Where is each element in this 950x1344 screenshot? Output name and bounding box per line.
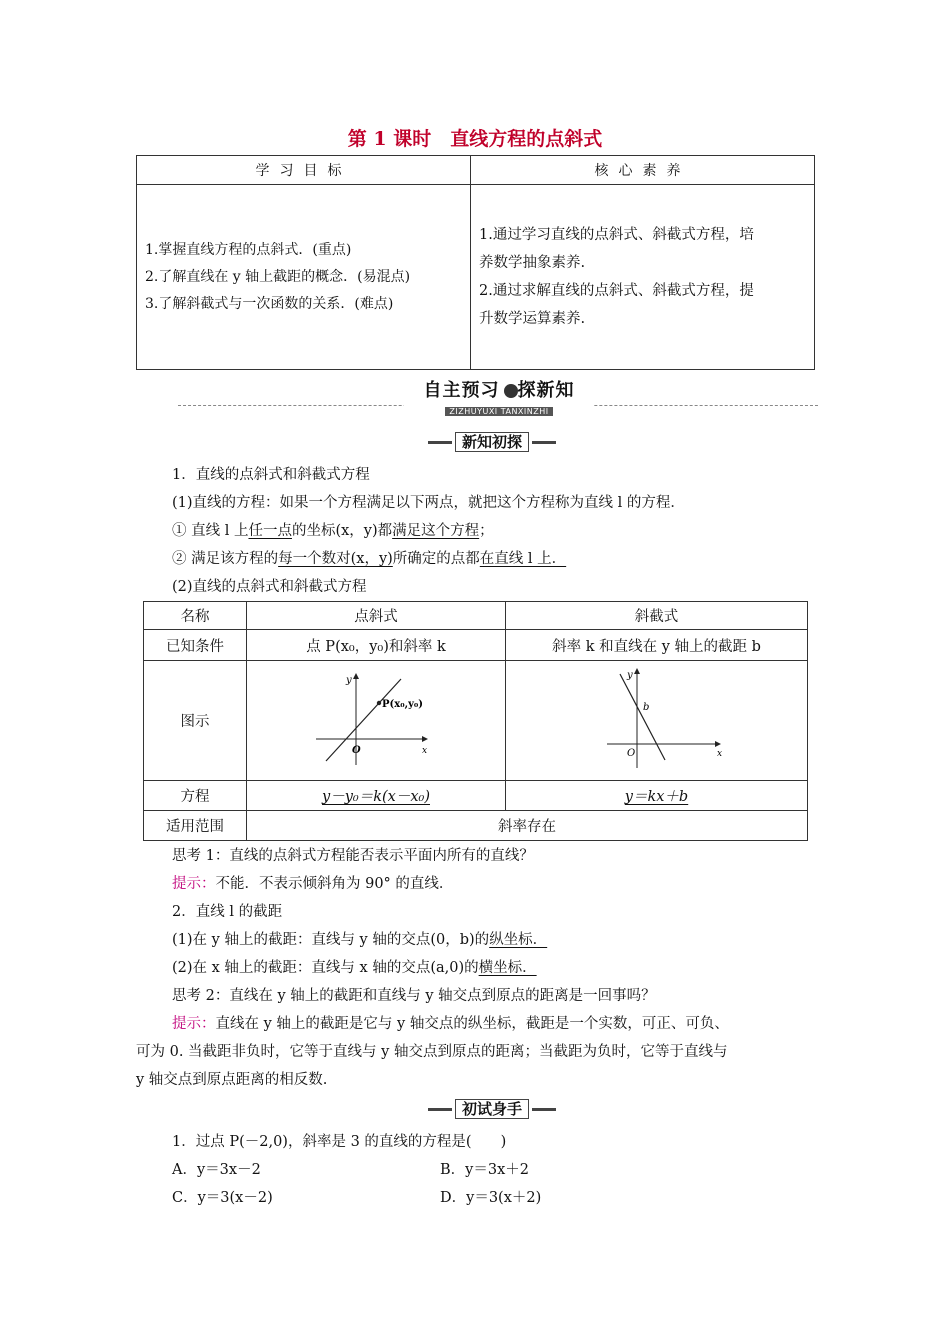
subheading-forms: (2)直线的点斜式和斜截式方程 xyxy=(172,579,367,595)
cell-si-conditions: 斜率 k 和直线在 y 轴上的截距 b xyxy=(506,630,808,661)
literacy-line: 养数学抽象素养. xyxy=(479,255,586,271)
section-tag-new-knowledge: 新知初探 xyxy=(428,431,556,453)
col-point-slope: 点斜式 xyxy=(247,602,506,630)
goal-item: 3.了解斜截式与一次函数的关系．(难点) xyxy=(145,295,394,312)
core-literacy xyxy=(471,185,815,370)
heading-point-slope: 1．直线的点斜式和斜截式方程 xyxy=(172,467,370,483)
option-c[interactable]: C．y＝3(x－2) xyxy=(172,1190,273,1206)
cell-ps-conditions: 点 P(x₀，y₀)和斜率 k xyxy=(247,630,506,661)
heading-intercept: 2．直线 l 的截距 xyxy=(172,904,283,920)
row-label-scope: 适用范围 xyxy=(144,811,247,841)
col-name: 名称 xyxy=(144,602,247,630)
row-label-conditions: 已知条件 xyxy=(144,630,247,661)
banner-title: 自主预习 探新知 xyxy=(423,380,575,401)
svg-text:x: x xyxy=(716,748,722,759)
condition-1: ① 直线 l 上任一点的坐标(x，y)都满足这个方程； xyxy=(172,523,494,539)
condition-2: ② 满足该方程的每一个数对(x，y)所确定的点都在直线 l 上． xyxy=(172,551,567,567)
goals-header-right: 核心素养 xyxy=(471,156,815,185)
svg-text:O: O xyxy=(352,744,361,756)
literacy-line: 2.通过求解直线的点斜式、斜截式方程，提 xyxy=(479,283,754,299)
point-slope-graph xyxy=(306,669,446,769)
svg-text:P(x₀,y₀): P(x₀,y₀) xyxy=(382,698,423,710)
banner-subtitle: ZIZHUYUXI TANXINZHI xyxy=(445,407,552,416)
goal-item: 2.了解直线在 y 轴上截距的概念．(易混点) xyxy=(145,268,411,285)
goals-table xyxy=(136,155,815,370)
forms-table xyxy=(143,601,808,841)
hint-2-line-3: y 轴交点到原点距离的相反数. xyxy=(136,1072,328,1088)
goals-header-left: 学习目标 xyxy=(137,156,471,185)
definition-line: (1)直线的方程：如果一个方程满足以下两点，就把这个方程称为直线 l 的方程． xyxy=(172,495,685,511)
think-1: 思考 1：直线的点斜式方程能否表示平面内所有的直线？ xyxy=(172,848,534,864)
arrow-circle-icon xyxy=(504,384,518,398)
cell-ps-figure xyxy=(247,661,506,781)
section-banner xyxy=(404,376,594,416)
option-b[interactable]: B．y＝3x＋2 xyxy=(440,1162,529,1178)
hint-2-line-2: 可为 0. 当截距非负时，它等于直线与 y 轴交点到原点的距离；当截距为负时，它等于直线与 xyxy=(136,1044,728,1060)
cell-si-figure xyxy=(506,661,808,781)
cell-si-equation: y＝kx＋b xyxy=(506,781,808,811)
y-intercept-def: (1)在 y 轴上的截距：直线与 y 轴的交点(0，b)的纵坐标． xyxy=(172,932,548,948)
option-a[interactable]: A．y＝3x－2 xyxy=(172,1162,261,1178)
x-intercept-def: (2)在 x 轴上的截距：直线与 x 轴的交点(a,0)的横坐标． xyxy=(172,960,537,976)
learning-goals xyxy=(137,185,471,370)
literacy-line: 升数学运算素养. xyxy=(479,311,586,327)
row-label-figure: 图示 xyxy=(144,661,247,781)
row-label-equation: 方程 xyxy=(144,781,247,811)
hint-1: 提示：不能．不表示倾斜角为 90° 的直线． xyxy=(172,876,454,892)
option-d[interactable]: D．y＝3(x＋2) xyxy=(440,1190,542,1206)
section-tag-try: 初试身手 xyxy=(428,1098,556,1120)
svg-text:O: O xyxy=(626,747,635,759)
literacy-line: 1.通过学习直线的点斜式、斜截式方程，培 xyxy=(479,227,754,243)
svg-text:y: y xyxy=(626,669,633,681)
cell-ps-equation: y－y₀＝k(x－x₀) xyxy=(247,781,506,811)
col-slope-intercept: 斜截式 xyxy=(506,602,808,630)
goal-item: 1.掌握直线方程的点斜式．(重点) xyxy=(145,241,352,258)
svg-text:y: y xyxy=(346,674,352,686)
svg-text:b: b xyxy=(642,701,649,713)
question-1-stem: 1．过点 P(－2,0)，斜率是 3 的直线的方程是( ) xyxy=(172,1134,507,1150)
think-2: 思考 2：直线在 y 轴上的截距和直线与 y 轴交点到原点的距离是一回事吗？ xyxy=(172,988,656,1004)
slope-intercept-graph xyxy=(587,664,727,774)
svg-text:x: x xyxy=(422,745,428,756)
cell-scope: 斜率存在 xyxy=(247,811,808,841)
hint-2-line-1: 提示：直线在 y 轴上的截距是它与 y 轴交点的纵坐标，截距是一个实数，可正、可负、 xyxy=(172,1016,729,1032)
page-title: 第 1 课时 直线方程的点斜式 xyxy=(347,128,603,150)
